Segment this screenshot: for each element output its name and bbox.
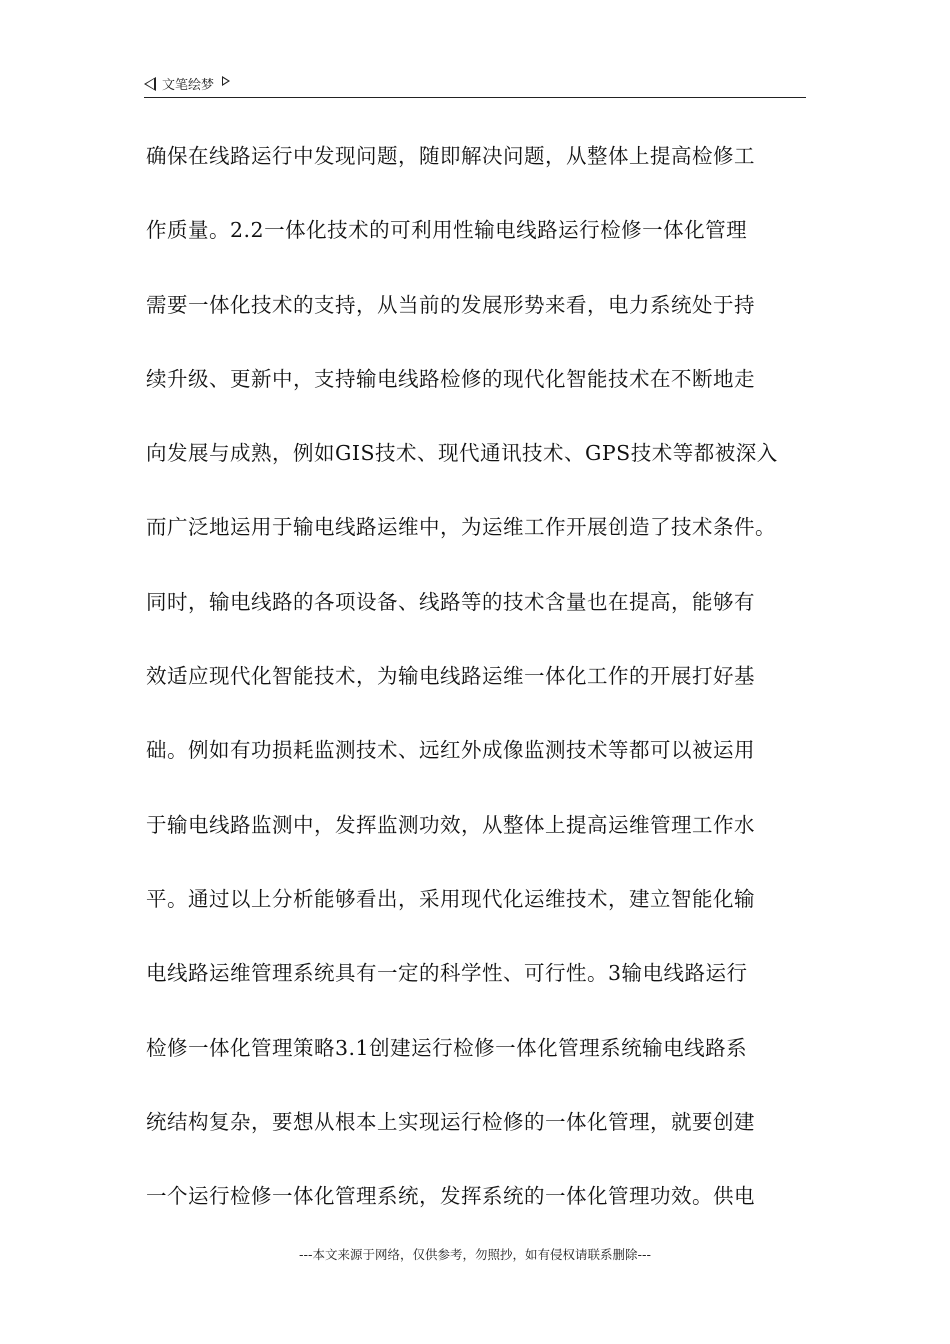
body-line: 一个运行检修一体化管理系统，发挥系统的一体化管理功效。供电 <box>146 1184 755 1209</box>
body-line: 础。例如有功损耗监测技术、远红外成像监测技术等都可以被运用 <box>146 738 755 763</box>
body-line: 向发展与成熟，例如GIS技术、现代通讯技术、GPS技术等都被深入 <box>146 441 778 466</box>
document-body <box>146 132 826 1246</box>
footer-notice: ---本文来源于网络，仅供参考，勿照抄，如有侵权请联系删除--- <box>298 1247 652 1262</box>
body-line: 同时，输电线路的各项设备、线路等的技术含量也在提高，能够有 <box>146 589 755 614</box>
triangle-left-icon <box>144 77 156 91</box>
body-line: 电线路运维管理系统具有一定的科学性、可行性。3输电线路运行 <box>146 961 748 986</box>
page-header <box>144 70 806 98</box>
body-line: 作质量。2.2一体化技术的可利用性输电线路运行检修一体化管理 <box>146 218 748 243</box>
body-line: 而广泛地运用于输电线路运维中，为运维工作开展创造了技术条件。 <box>146 515 776 540</box>
body-line: 平。通过以上分析能够看出，采用现代化运维技术，建立智能化输 <box>146 886 755 911</box>
body-line: 需要一体化技术的支持，从当前的发展形势来看，电力系统处于持 <box>146 292 755 317</box>
body-line: 检修一体化管理策略3.1创建运行检修一体化管理系统输电线路系 <box>146 1035 748 1060</box>
body-line: 确保在线路运行中发现问题，随即解决问题，从整体上提高检修工 <box>146 144 755 168</box>
body-line: 续升级、更新中，支持输电线路检修的现代化智能技术在不断地走 <box>146 366 755 391</box>
body-line: 于输电线路监测中，发挥监测功效，从整体上提高运维管理工作水 <box>146 812 755 837</box>
body-line: 效适应现代化智能技术，为输电线路运维一体化工作的开展打好基 <box>146 664 755 689</box>
body-line: 统结构复杂，要想从根本上实现运行检修的一体化管理，就要创建 <box>146 1109 755 1134</box>
triangle-right-icon <box>222 76 230 86</box>
header-title: 文笔绘梦 <box>162 78 215 93</box>
